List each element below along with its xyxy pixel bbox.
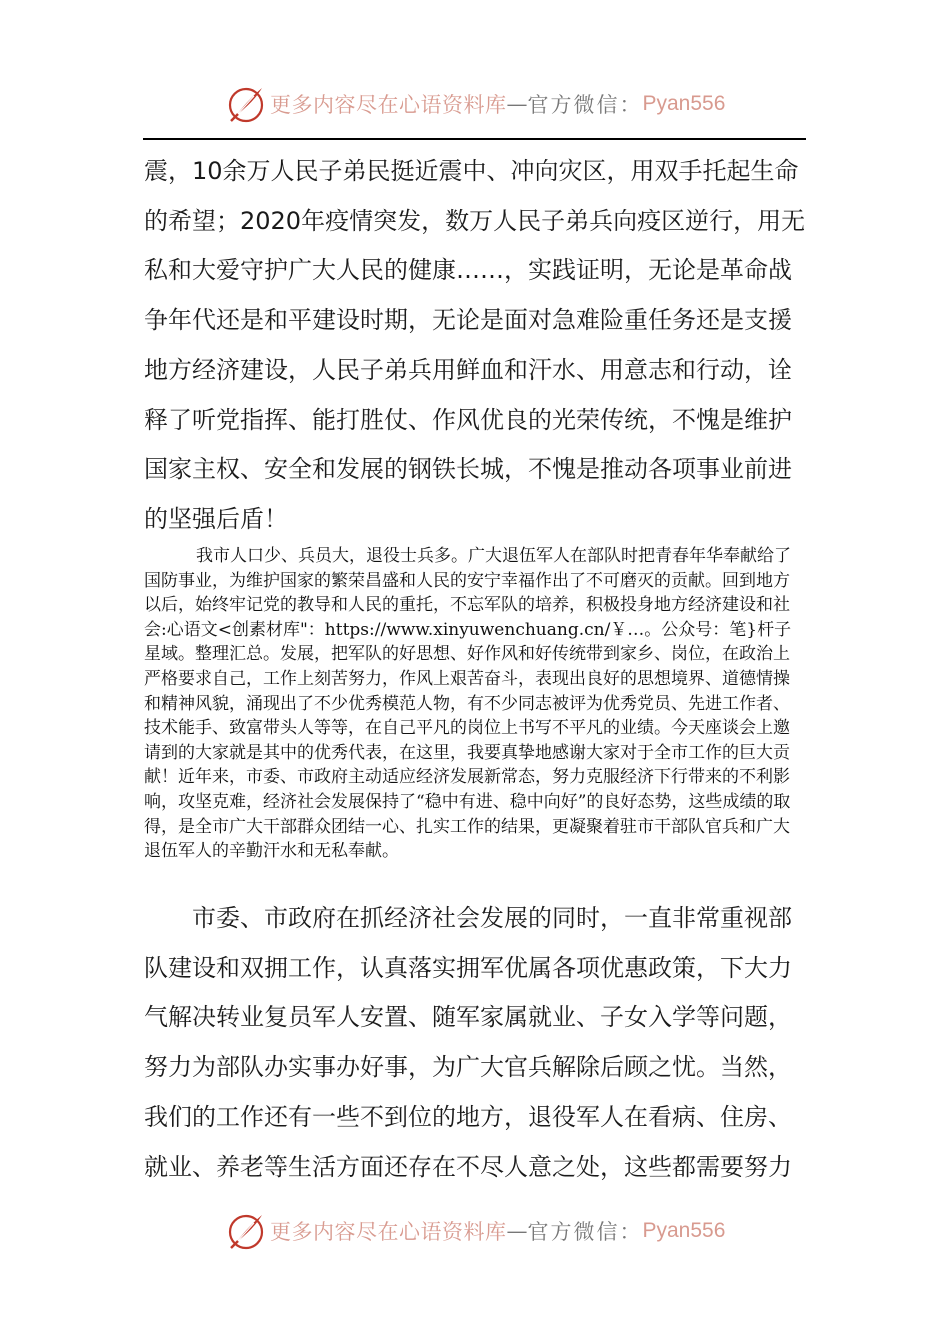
banner-brand-text: 更多内容尽在心语资料库 <box>270 93 507 117</box>
banner-wechat-id: Pyan556 <box>642 92 726 115</box>
header-divider <box>143 138 806 140</box>
body-paragraph-2: 我市人口少、兵员大，退役士兵多。广大退伍军人在部队时把青春年华奉献给了国防事业，为维护国家的繁荣昌盛和人民的安宁幸福作出了不可磨灭的贡献。回到地方以后，始终牢记党的教导和人民的重托，不忘军队的培养，积极投身地方经济建设和社会:心语文<创素材库"：https://www.xinyuwenchuang.cn/￥…。公众号：笔}杆子星域。整理汇总。发展，把军队的好思想、好作风和好传统带到家乡、岗位，在政治上严格要求自己，工作上刻苦努力，作风上艰苦奋斗，表现出良好的思想境界、道德情操和精神风貌，涌现出了不少优秀模范人物，有不少同志被评为优秀党员、先进工作者、技术能手、致富带头人等等，在自己平凡的岗位上书写不平凡的业绩。今天座谈会上邀请到的大家就是其中的优秀代表，在这里，我要真挚地感谢大家对于全市工作的巨大贡献！近年来，市委、市政府主动适应经济发展新常态，努力克服经济下行带来的不利影响，攻坚克难，经济社会发展保持了“稳中有进、稳中向好”的良好态势，这些成绩的取得，是全市广大干部群众团结一心、扎实工作的结果，更凝聚着驻市干部队官兵和广大退伍军人的辛勤汗水和无私奉献。 <box>144 546 792 862</box>
footer-brand-text: 更多内容尽在心语资料库 <box>270 1220 507 1244</box>
quill-logo-icon <box>226 1211 266 1251</box>
quill-logo-icon <box>226 84 266 124</box>
footer-official-label: 官方微信： <box>527 1220 643 1244</box>
body-paragraph-1: 震，10余万人民子弟民挺近震中、冲向灾区，用双手托起生命的希望；2020年疫情突发，数万人民子弟兵向疫区逆行，用无私和大爱守护广大人民的健康……，实践证明，无论是革命战争年代还是和平建设时期，无论是面对急难险重任务还是支援地方经济建设，人民子弟兵用鲜血和汗水、用意志和行动，诠释了听党指挥、能打胜仗、作风优良的光荣传统，不愧是维护国家主权、安全和发展的钢铁长城，不愧是推动各项事业前进的坚强后盾！ <box>144 157 806 533</box>
footer-separator: — <box>506 1219 528 1243</box>
body-paragraph-3: 市委、市政府在抓经济社会发展的同时，一直非常重视部队建设和双拥工作，认真落实拥军优属各项优惠政策，下大力气解决转业复员军人安置、随军家属就业、子女入学等问题，努力为部队办实事办好事，为广大官兵解除后顾之忧。当然，我们的工作还有一些不到位的地方，退役军人在看病、住房、就业、养老等生活方面还存在不尽人意之处，这些都需要努力 <box>144 904 792 1181</box>
header-banner <box>0 78 950 128</box>
banner-separator: — <box>506 92 528 116</box>
banner-official-label: 官方微信： <box>527 93 643 117</box>
footer-banner <box>0 1205 950 1255</box>
footer-wechat-id: Pyan556 <box>642 1219 726 1242</box>
